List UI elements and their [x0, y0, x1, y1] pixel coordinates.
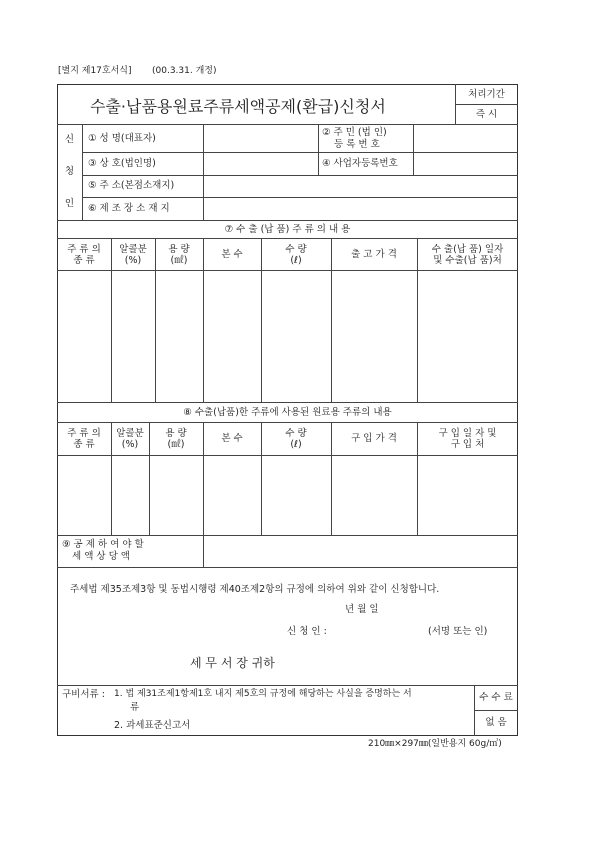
s8-col-quantity: 수 량 [285, 428, 307, 439]
s7-col-type-sub: 종 류 [73, 255, 95, 266]
form-title: 수출·납품용원료주류세액공제(환급)신청서 [90, 97, 386, 116]
applicant-side-label-1: 신 [64, 134, 75, 145]
s8-col-type-sub: 종 류 [73, 439, 95, 450]
deduction-label-2: 세 액 상 당 액 [72, 551, 130, 562]
registration-number-label-2: 등 록 번 호 [334, 139, 380, 150]
s8-col-alcohol-unit: (%) [121, 439, 139, 450]
s8-col-supplier: 구 입 처 [450, 439, 485, 450]
attachment-item-1-cont: 류 [130, 702, 140, 713]
section7-data-area[interactable] [58, 271, 517, 401]
name-field[interactable] [204, 125, 317, 151]
attachment-item-2: 2. 과세표준신고서 [114, 720, 191, 731]
address-field[interactable] [204, 176, 517, 196]
s8-col-type: 주 류 의 [67, 428, 101, 439]
section8-title: ⑧ 수출(납품)한 주류에 사용된 원료용 주류의 내용 [183, 407, 392, 418]
address-label: ⑤ 주 소(본점소재지) [88, 180, 175, 191]
applicant-signature-field[interactable] [340, 622, 420, 638]
registration-number-label-1: ② 주 민 (법 인) [322, 127, 387, 138]
s7-col-price: 출 고 가 격 [351, 249, 397, 260]
deduction-amount-field[interactable] [204, 536, 517, 566]
declaration-text: 주세법 제35조제3항 및 동법시행령 제40조제2항의 규정에 의하여 위와 같이 신청합니다. [70, 584, 440, 595]
applicant-side-label-3: 인 [64, 198, 75, 209]
registration-number-field[interactable] [414, 125, 517, 151]
applicant-side-label-2: 청 [64, 166, 75, 177]
s8-col-capacity: 용 량 [165, 428, 187, 439]
form-number: [별지 제17호서식] [58, 66, 132, 76]
attachment-item-1: 1. 법 제31조제1항제1호 내지 제5호의 규정에 해당하는 사실을 증명하는 서 [114, 689, 412, 699]
s8-col-purchase-price: 구 입 가 격 [351, 433, 397, 444]
revision-date: (00.3.31. 개정) [152, 66, 217, 76]
attachments-label: 구비서류 : [62, 689, 105, 700]
section8-data-area[interactable] [58, 456, 517, 534]
s7-col-quantity: 수 량 [285, 244, 307, 255]
s7-col-destination: 및 수출(납 품)처 [433, 255, 502, 266]
s7-col-date: 수 출(납 품) 일자 [431, 244, 504, 255]
s7-col-type: 주 류 의 [67, 244, 101, 255]
s8-col-bottles: 본 수 [221, 433, 243, 444]
trade-name-label: ③ 상 호(법인명) [88, 158, 156, 169]
s8-col-quantity-unit: (ℓ) [290, 439, 302, 450]
business-number-label: ④ 사업자등록번호 [322, 158, 398, 169]
s7-col-bottles: 본 수 [221, 249, 243, 260]
s8-col-alcohol: 알콜분 [116, 428, 144, 439]
s7-col-capacity-unit: (㎖) [170, 255, 188, 266]
factory-location-field[interactable] [204, 198, 517, 219]
sign-note: (서명 또는 인) [428, 626, 488, 637]
name-label: ① 성 명(대표자) [88, 133, 156, 144]
paper-spec: 210㎜×297㎜(일반용지 60g/㎡) [368, 739, 502, 749]
addressee: 세 무 서 장 귀하 [190, 656, 275, 670]
business-number-field[interactable] [414, 153, 517, 174]
deduction-label-1: ⑨ 공 제 하 여 야 할 [62, 539, 144, 550]
fee-label: 수 수 료 [479, 692, 513, 703]
processing-period-label: 처리기간 [468, 89, 505, 100]
s8-col-purchase-date: 구 입 일 자 및 [438, 428, 497, 439]
application-date: 년 월 일 [345, 604, 379, 615]
s8-col-capacity-unit: (㎖) [167, 439, 185, 450]
s7-col-alcohol: 알콜분 [119, 244, 147, 255]
fee-value: 없 음 [485, 717, 507, 728]
s7-col-alcohol-unit: (%) [124, 255, 142, 266]
factory-location-label: ⑥ 제 조 장 소 재 지 [88, 203, 170, 214]
section7-title: ⑦ 수 출 (납 품) 주 류 의 내 용 [224, 224, 351, 235]
s7-col-capacity: 용 량 [168, 244, 190, 255]
applicant-label: 신 청 인 : [287, 626, 327, 637]
s7-col-quantity-unit: (ℓ) [290, 255, 302, 266]
processing-period-value: 즉 시 [475, 109, 498, 120]
trade-name-field[interactable] [204, 153, 317, 174]
